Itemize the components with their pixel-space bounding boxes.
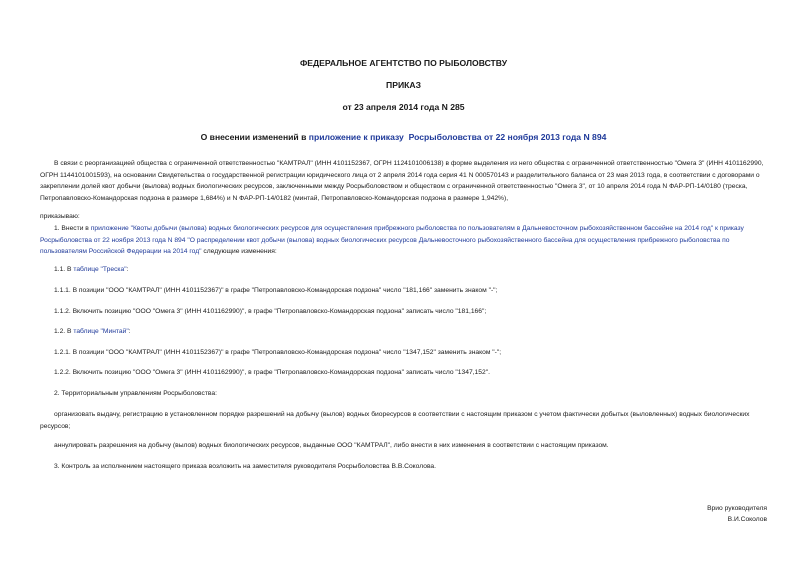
item-1-1-suffix: : bbox=[126, 266, 129, 273]
doc-date-number: от 23 апреля 2014 года N 285 bbox=[342, 102, 465, 112]
item-1-1-1: 1.1.1. В позиции "ООО "КАМТРАЛ" (ИНН 4101152367)" в графе "Петропавловско-Командорская подзона" число "181,166" заменить знаком "-"; bbox=[54, 287, 498, 294]
item-1-1-prefix: 1.1. В bbox=[54, 266, 74, 273]
order-word: приказываю: bbox=[40, 213, 80, 220]
item-1 bbox=[40, 223, 769, 258]
item-1-1-link[interactable]: таблице "Треска" bbox=[73, 266, 127, 273]
item-1-prefix: 1. Внести в bbox=[54, 225, 91, 232]
item-3: 3. Контроль за исполнением настоящего приказа возложить на заместителя руководителя Росрыболовства В.В.Соколова. bbox=[54, 463, 437, 470]
item-1-2-prefix: 1.2. В bbox=[54, 328, 74, 335]
item-2: 2. Территориальным управлениям Росрыболовства: bbox=[54, 390, 217, 397]
subject-prefix: О внесении изменений в bbox=[200, 132, 309, 142]
item-1-2-suffix: : bbox=[128, 328, 131, 335]
item-1-2-1: 1.2.1. В позиции "ООО "КАМТРАЛ" (ИНН 4101152367)" в графе "Петропавловско-Командорская подзона" число "1347,152" заменить знаком "-"; bbox=[54, 349, 502, 356]
item-1-2-link[interactable]: таблице "Минтай" bbox=[73, 328, 129, 335]
item-2-a: организовать выдачу, регистрацию в установленном порядке разрешений на добычу (вылов) водных биоресурсов в соответствии с настоящим приказом с учетом фактически добытых (выловленных) водных биологических ресурсов; bbox=[40, 411, 750, 430]
signature-title: Врио руководителя bbox=[707, 505, 767, 512]
item-1-1 bbox=[54, 264, 769, 276]
subject-link-2[interactable]: Росрыболовства от 22 ноября 2013 года N 894 bbox=[408, 132, 607, 142]
item-1-2 bbox=[54, 326, 769, 338]
agency-title: ФЕДЕРАЛЬНОЕ АГЕНТСТВО ПО РЫБОЛОВСТВУ bbox=[299, 58, 508, 68]
doc-subject bbox=[0, 132, 807, 142]
item-1-2-2: 1.2.2. Включить позицию "ООО "Омега 3" (ИНН 4101162990)", в графе "Петропавловско-Командорская подзона" записать число "1347,152". bbox=[54, 369, 490, 376]
doc-type: ПРИКАЗ bbox=[386, 80, 421, 90]
preamble: В связи с реорганизацией общества с ограниченной ответственностью "КАМТРАЛ" (ИНН 4101152367, ОГРН 1124101006138) в форме выделения из него общества с ограниченной ответственностью "Омега 3" (ИНН 4101162990, ОГРН 1144101001593), на основании Свидетельства о государственной регистрации юридического лица от 2 апреля 2014 года серия 41 N 000570143 и разделительного баланса от 23 мая 2013 года, в соответствии с договорами о закреплении долей квот добычи (вылова) водных биологических ресурсов, заключенными между Росрыболовством и обществом с ограниченной ответственностью "Омега 3", от 10 апреля 2014 года N ФАР-РП-14/0180 (треска, Петропавловско-Командорская подзона в размере 1,684%) и N ФАР-РП-14/0182 (минтай, Петропавловско-Командорская подзона в размере 1,942%), bbox=[40, 160, 764, 202]
item-1-1-2: 1.1.2. Включить позицию "ООО "Омега 3" (ИНН 4101162990)", в графе "Петропавловско-Командорская подзона" записать число "181,166"; bbox=[54, 308, 487, 315]
item-2-b: аннулировать разрешения на добычу (вылов) водных биологических ресурсов, выданные ООО "КАМТРАЛ", либо внести в них изменения в соответствии с настоящим приказом. bbox=[54, 442, 609, 449]
signature-name: В.И.Соколов bbox=[727, 516, 767, 523]
item-1-suffix: следующие изменения: bbox=[201, 248, 277, 255]
signature-block bbox=[707, 503, 767, 525]
item-1-link[interactable]: приложение "Квоты добычи (вылова) водных биологических ресурсов для осуществления прибрежного рыболовства по пользователям в Дальневосточном рыбохозяйственном бассейне на 2014 год" к приказу Росрыболовства от 22 ноября 2013 года N 894 "О распределении квот добычи (вылова) водных биологических ресурсов Дальневосточного рыбохозяйственного бассейна для осуществления прибрежного рыболовства по пользователям Российской Федерации на 2014 год" bbox=[40, 225, 744, 255]
subject-link[interactable]: приложение к приказу bbox=[308, 132, 404, 142]
